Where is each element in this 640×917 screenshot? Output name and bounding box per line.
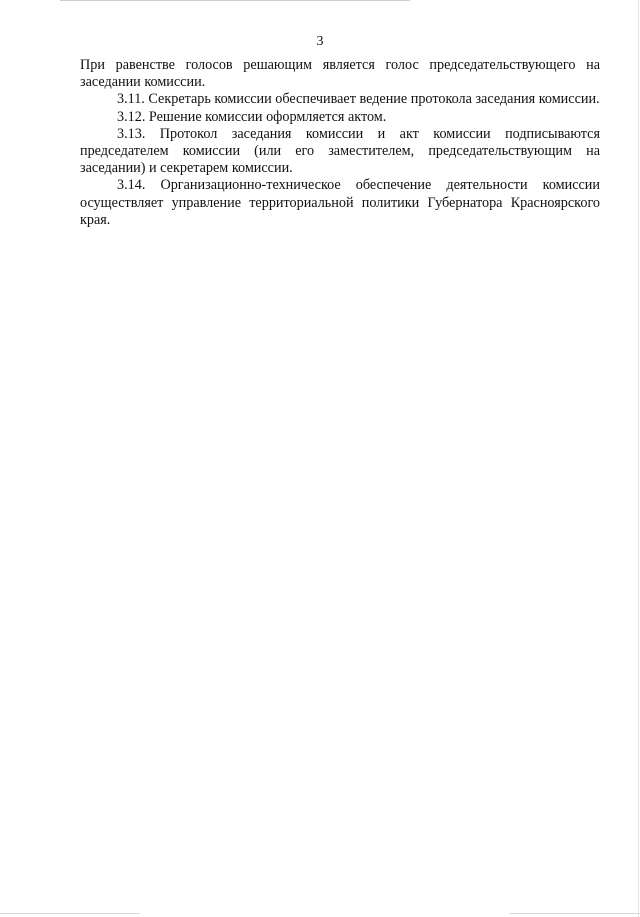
page-number: 3 <box>316 34 324 49</box>
paragraph-3-11: 3.11. Секретарь комиссии обеспечивает ведение протокола заседания комиссии. <box>117 91 600 108</box>
paragraph-voting-rule: При равенстве голосов решающим является голос председательствующего на заседании комиссии. <box>80 57 600 91</box>
document-body <box>80 57 600 229</box>
paragraph-3-13: 3.13. Протокол заседания комиссии и акт комиссии подписываются председателем комиссии (или его заместителем, председательствующим на заседании) и секретарем комиссии. <box>80 125 600 177</box>
paragraph-3-12: 3.12. Решение комиссии оформляется актом. <box>117 108 387 125</box>
scan-edge-right <box>638 0 639 917</box>
paragraph-3-14: 3.14. Организационно-техническое обеспечение деятельности комиссии осуществляет управление территориальной политики Губернатора Красноярского края. <box>80 177 600 228</box>
scan-edge-top <box>60 0 410 1</box>
scan-edge-bottom <box>0 913 640 914</box>
